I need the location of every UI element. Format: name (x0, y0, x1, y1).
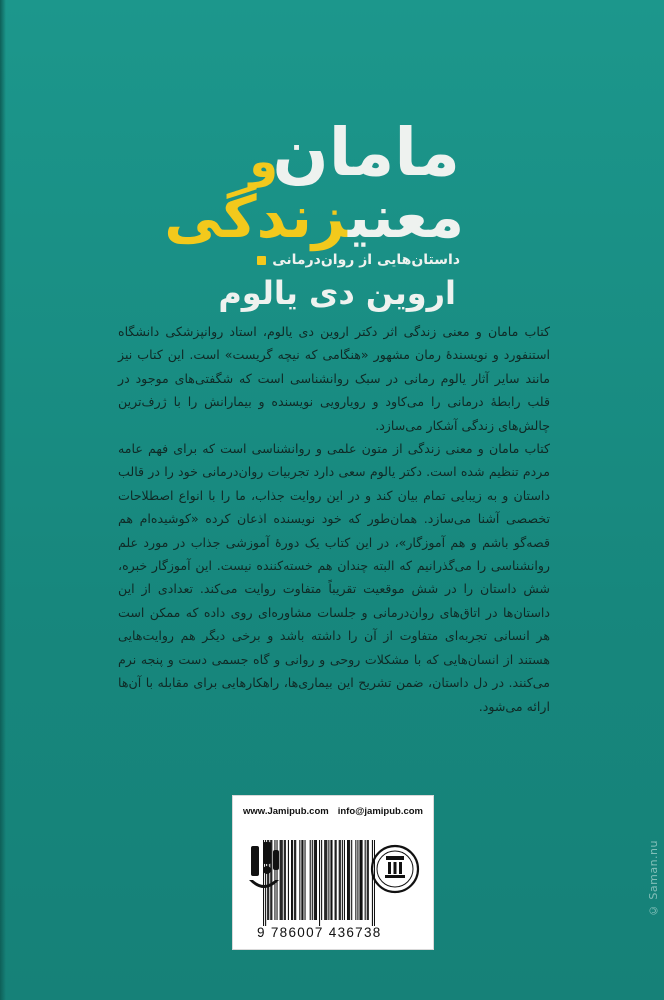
barcode-bar (321, 840, 322, 920)
barcode-bar (335, 840, 336, 920)
contact-line (243, 806, 423, 817)
barcode-bar (299, 840, 300, 920)
barcode-bar (347, 840, 348, 920)
book-title-line2-part2: زندگی (164, 183, 348, 251)
publisher-info-box (232, 795, 434, 950)
barcode-bar (365, 840, 366, 920)
isbn-number: 9 786007 436738 (257, 925, 382, 940)
barcode-bar (359, 840, 360, 920)
barcode-bar (282, 840, 283, 920)
barcode-bar (312, 840, 313, 920)
barcode-bar (339, 840, 340, 920)
barcode-bar (315, 840, 316, 920)
barcode-bar (342, 840, 343, 920)
barcode-bar (357, 840, 358, 920)
barcode-bar (336, 840, 337, 920)
barcode-bar (362, 840, 363, 920)
barcode-bar (360, 840, 361, 920)
barcode-bar (348, 840, 349, 920)
barcode-bar (288, 840, 289, 920)
book-subtitle (257, 252, 460, 268)
barcode-bar (324, 840, 325, 920)
publisher-seal-text (421, 836, 422, 837)
barcode-bar (267, 840, 268, 920)
page-edge-shadow (0, 0, 6, 1000)
barcode-bar (340, 840, 341, 920)
barcode-bar (310, 840, 311, 920)
author-name: اروین دی یالوم (218, 274, 456, 312)
description-paragraph: کتاب مامان و معنی زندگی اثر دکتر اروین دی یالوم، استاد روانپزشکی دانشگاه استنفورد و نویسندهٔ رمان مشهور «هنگامی که نیچه گریست» است. این کتاب نیز مانند سایر آثار یالوم رمانی در سبک روانشناسی است که شگفتی‌های موجود در قلب رابطهٔ درمانی را می‌کاود و رویارویی نویسنده و بیمارانش را با ژرف‌ترین چالش‌های زندگی آشکار می‌سازد. (118, 324, 550, 433)
barcode-bar (281, 840, 282, 920)
website-url: www.Jamipub.com (243, 806, 329, 817)
book-title-line1: مامان (272, 114, 460, 191)
barcode-bar (292, 840, 293, 920)
barcode-bar (349, 840, 350, 920)
barcode-bar (268, 840, 269, 920)
publisher-seal (369, 836, 421, 902)
barcode-bar (319, 840, 320, 926)
barcode-bar (263, 840, 264, 926)
barcode-bar (295, 840, 296, 920)
barcode-bar (351, 840, 352, 920)
barcode-bar (294, 840, 295, 920)
barcode-bar (326, 840, 327, 920)
barcode-bar (355, 840, 356, 920)
barcode-bar (302, 840, 303, 920)
barcode-bar (304, 840, 305, 920)
yellow-square-icon (257, 256, 266, 265)
book-description (118, 320, 550, 718)
book-title-line2 (164, 183, 464, 251)
barcode-bar (328, 840, 329, 920)
barcode-bar (301, 840, 302, 920)
isbn-barcode (263, 840, 375, 926)
barcode-bar (271, 840, 272, 920)
barcode-bar (265, 840, 266, 926)
publisher-seal-icon (369, 836, 421, 902)
barcode-bar (325, 840, 326, 920)
subtitle-text: داستان‌هایی از روان‌درمانی (272, 252, 460, 268)
barcode-bar (276, 840, 277, 920)
barcode-bar (344, 840, 345, 920)
barcode-bar (367, 840, 368, 920)
watermark: © Saman.nu (647, 840, 660, 918)
barcode-bar (284, 840, 285, 920)
barcode-bar (291, 840, 292, 920)
barcode-bar (280, 840, 281, 920)
book-title-line2-part1: معنی (348, 183, 464, 251)
title-block (164, 110, 500, 320)
book-title-conjunction: و (249, 134, 278, 188)
barcode-bar (314, 840, 315, 920)
barcode-bar (270, 840, 271, 920)
barcode-bar (285, 840, 286, 920)
barcode-bar (330, 840, 331, 920)
barcode-bar (316, 840, 317, 920)
email-address: info@jamipub.com (337, 806, 423, 817)
barcode-bar (274, 840, 275, 920)
barcode-bar (331, 840, 332, 920)
description-paragraph: کتاب مامان و معنی زندگی از متون علمی و روانشناسی است که برای فهم عامه مردم تنظیم شده است. دکتر یالوم سعی دارد تجربیات روان‌درمانی خود را در قالب داستان و به زیبایی تمام بیان کند و در این روایت جذاب، ما را با انواع اصطلاحات تخصصی آشنا می‌سازد. همان‌طور که خود نویسنده اذعان کرده «کوشیده‌ام هم قصه‌گو باشم و هم آموزگار»، در این کتاب یک دورهٔ آموزشی جذاب در مورد علم روانشناسی را می‌گذرانیم که البته چندان هم خسته‌کننده نیست. این آموزگار خبره، شش داستان را در شش موقعیت تقریباً متفاوت روایت می‌کند. تعدادی از این داستان‌ها در اتاق‌های روان‌درمانی و جلسات مشاوره‌ای روی داده که ممکن است هر انسانی تجربه‌ای متفاوت از آن را داشته باشد و برخی دیگر هم روایت‌هایی هستند از انسان‌هایی که با مشکلات روحی و روانی و گاه جسمی دست و پنجه نرم می‌کنند. در دل داستان، ضمن تشریح این بیماری‌ها، راهکارهایی برای مقابله با آن‌ها ارائه می‌شود. (118, 441, 550, 714)
